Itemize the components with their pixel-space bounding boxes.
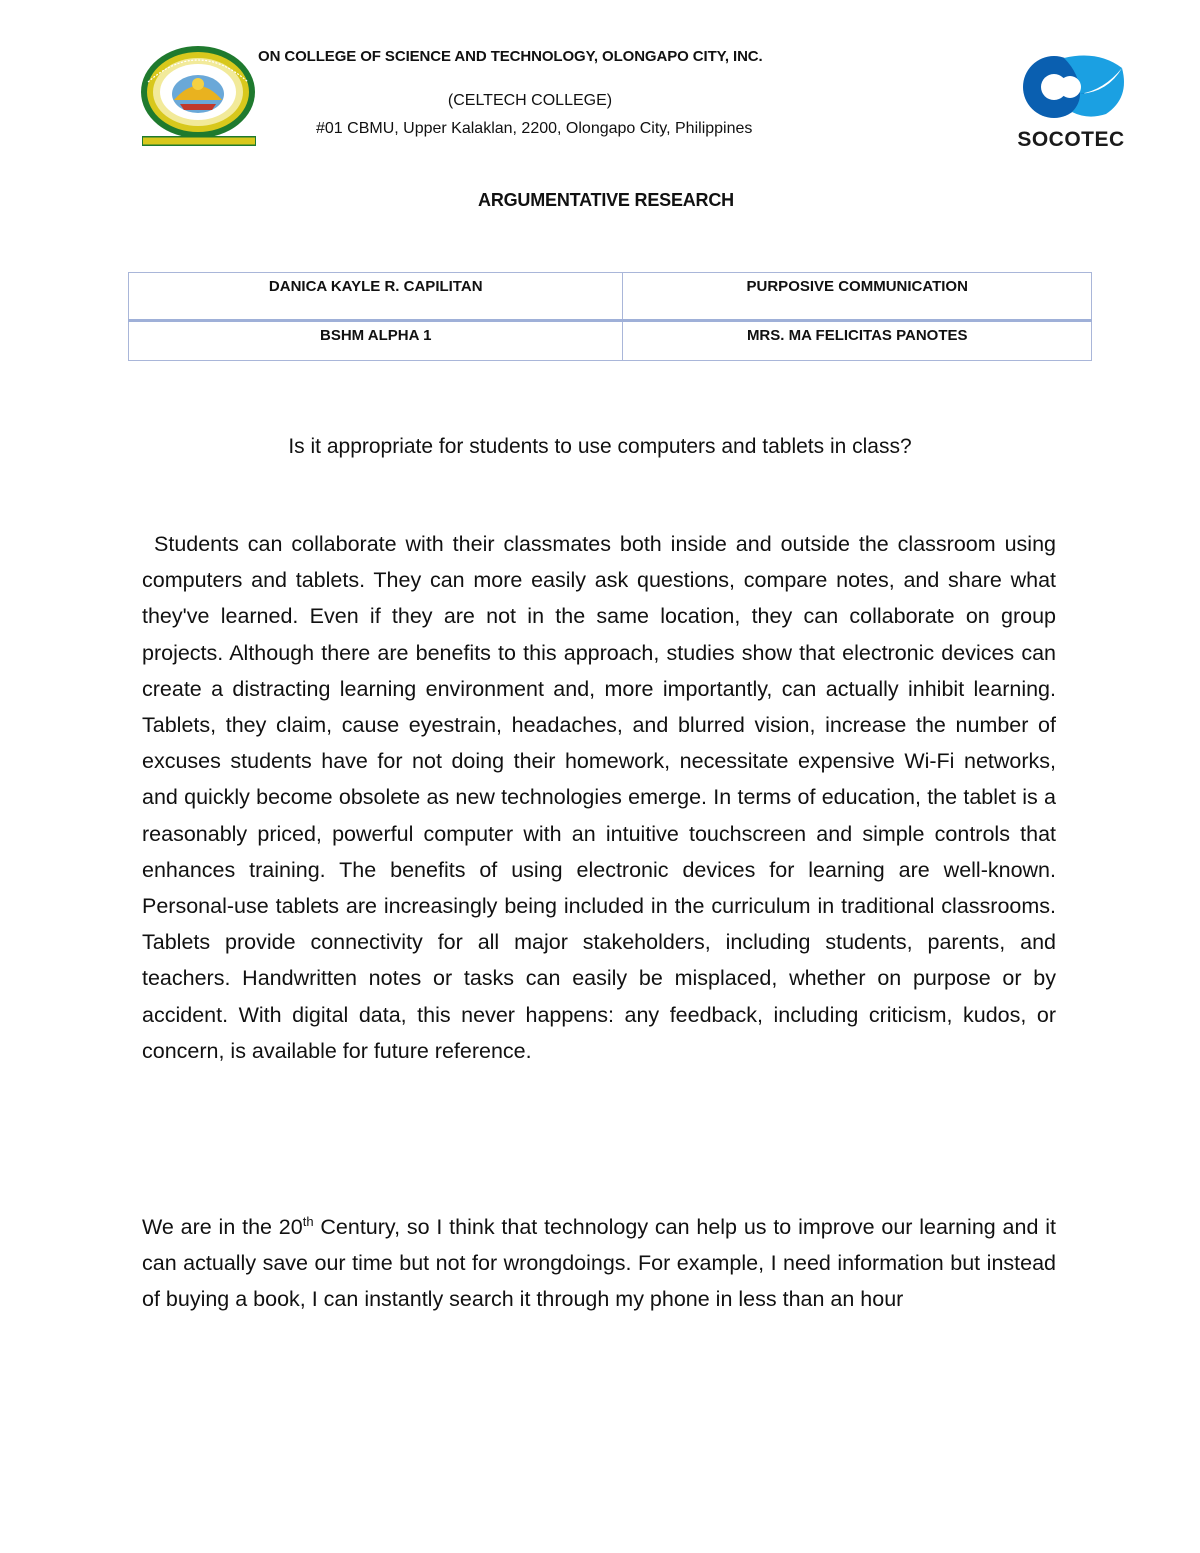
institution-abbreviation: (CELTECH COLLEGE)	[447, 92, 613, 109]
student-name-cell: DANICA KAYLE R. CAPILITAN	[129, 273, 623, 321]
instructor-cell: MRS. MA FELICITAS PANOTES	[623, 321, 1092, 361]
paragraph-2-rest: Century, so I think that technology can help us to improve our learning and it can actually save our time but not for wrongdoings. For example, I need information but instead of buying a book, I can instantly search it through my phone in less than an hour	[142, 1215, 1056, 1312]
institution-name: ON COLLEGE OF SCIENCE AND TECHNOLOGY, OLONGAPO CITY, INC.	[258, 48, 763, 65]
section-cell: BSHM ALPHA 1	[129, 321, 623, 361]
ordinal-superscript: th	[302, 1213, 314, 1229]
research-question: Is it appropriate for students to use computers and tablets in class?	[288, 435, 912, 458]
student-info-table	[128, 272, 1092, 361]
paragraph-2-start: We are in the 20	[142, 1215, 303, 1239]
table-row	[129, 273, 1092, 321]
document-title: ARGUMENTATIVE RESEARCH	[478, 190, 734, 210]
body-paragraph-1: Students can collaborate with their classmates both inside and outside the classroom using computers and tablets. They can more easily ask questions, compare notes, and share what they've learned. Even if they are not in the same location, they can collaborate on group projects. Although there are benefits to this approach, studies show that electronic devices can create a distracting learning environment and, more importantly, can actually inhibit learning. Tablets, they claim, cause eyestrain, headaches, and blurred vision, increase the number of excuses students have for not doing their homework, necessitate expensive Wi-Fi networks, and quickly become obsolete as new technologies emerge. In terms of education, the tablet is a reasonably priced, powerful computer with an intuitive touchscreen and simple controls that enhances training. The benefits of using electronic devices for learning are well-known. Personal-use tablets are increasingly being included in the curriculum in traditional classrooms. Tablets provide connectivity for all major stakeholders, including students, parents, and teachers. Handwritten notes or tasks can easily be misplaced, whether on purpose or by accident. With digital data, this never happens: any feedback, including criticism, kudos, or concern, is available for future reference.	[142, 532, 1056, 1063]
table-row	[129, 321, 1092, 361]
socotec-logo-icon	[1008, 54, 1134, 150]
socotec-logo-text: SOCOTEC	[1017, 128, 1125, 150]
subject-cell: PURPOSIVE COMMUNICATION	[623, 273, 1092, 321]
body-paragraph-2	[142, 1209, 1056, 1318]
institution-address: #01 CBMU, Upper Kalaklan, 2200, Olongapo City, Philippines	[316, 120, 753, 137]
